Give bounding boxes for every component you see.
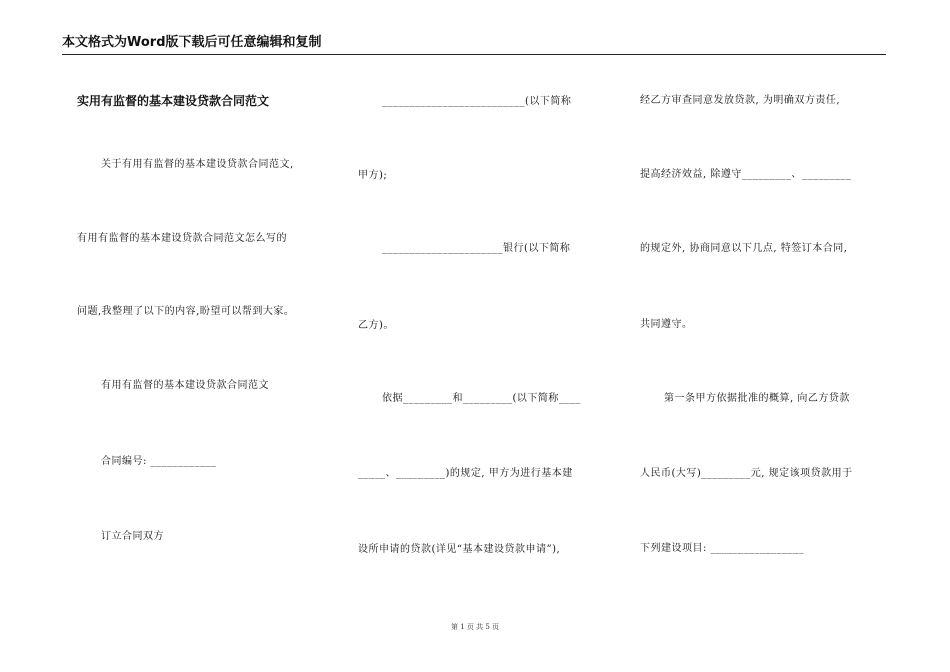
- body-line: 提高经济效益, 除遵守_________、_________: [640, 169, 852, 180]
- body-line: 有用有监督的基本建设贷款合同范文怎么写的: [77, 233, 287, 244]
- body-line: 共同遵守。: [640, 319, 693, 330]
- contract-number-line: 合同编号: ____________: [101, 456, 217, 467]
- body-line: 的规定外, 协商同意以下几点, 特签订本合同,: [640, 243, 848, 254]
- body-line: 第一条甲方依据批准的概算, 向乙方贷款: [664, 393, 850, 404]
- document-title: 实用有监督的基本建设贷款合同范文: [77, 94, 270, 108]
- body-line: 依据_________和_________(以下简称____: [382, 393, 581, 404]
- body-line: __________________________(以下简称: [382, 96, 572, 107]
- body-line: 订立合同双方: [101, 531, 164, 542]
- body-line: 有用有监督的基本建设贷款合同范文: [101, 380, 269, 391]
- body-line: 人民币(大写)_________元, 规定该项贷款用于: [640, 468, 853, 479]
- page-header: [62, 34, 886, 55]
- body-line: 经乙方审查同意发放贷款, 为明确双方责任,: [640, 95, 841, 106]
- body-line: 甲方);: [358, 170, 388, 181]
- body-line: 乙方)。: [358, 320, 394, 331]
- body-line: 设所申请的贷款(详见“基本建设贷款申请”),: [358, 544, 561, 555]
- body-line: 关于有用有监督的基本建设贷款合同范文,: [101, 159, 294, 170]
- body-line: 问题,我整理了以下的内容,盼望可以帮到大家。: [77, 306, 295, 317]
- body-line: ______________________银行(以下简称: [382, 243, 571, 254]
- page-footer: 第 1 页 共 5 页: [450, 623, 500, 631]
- body-line: 下列建设项目: _________________: [640, 543, 805, 554]
- body-line: _____、_________)的规定, 甲方为进行基本建: [358, 468, 573, 479]
- header-text: 本文格式为Word版下载后可任意编辑和复制: [62, 35, 322, 50]
